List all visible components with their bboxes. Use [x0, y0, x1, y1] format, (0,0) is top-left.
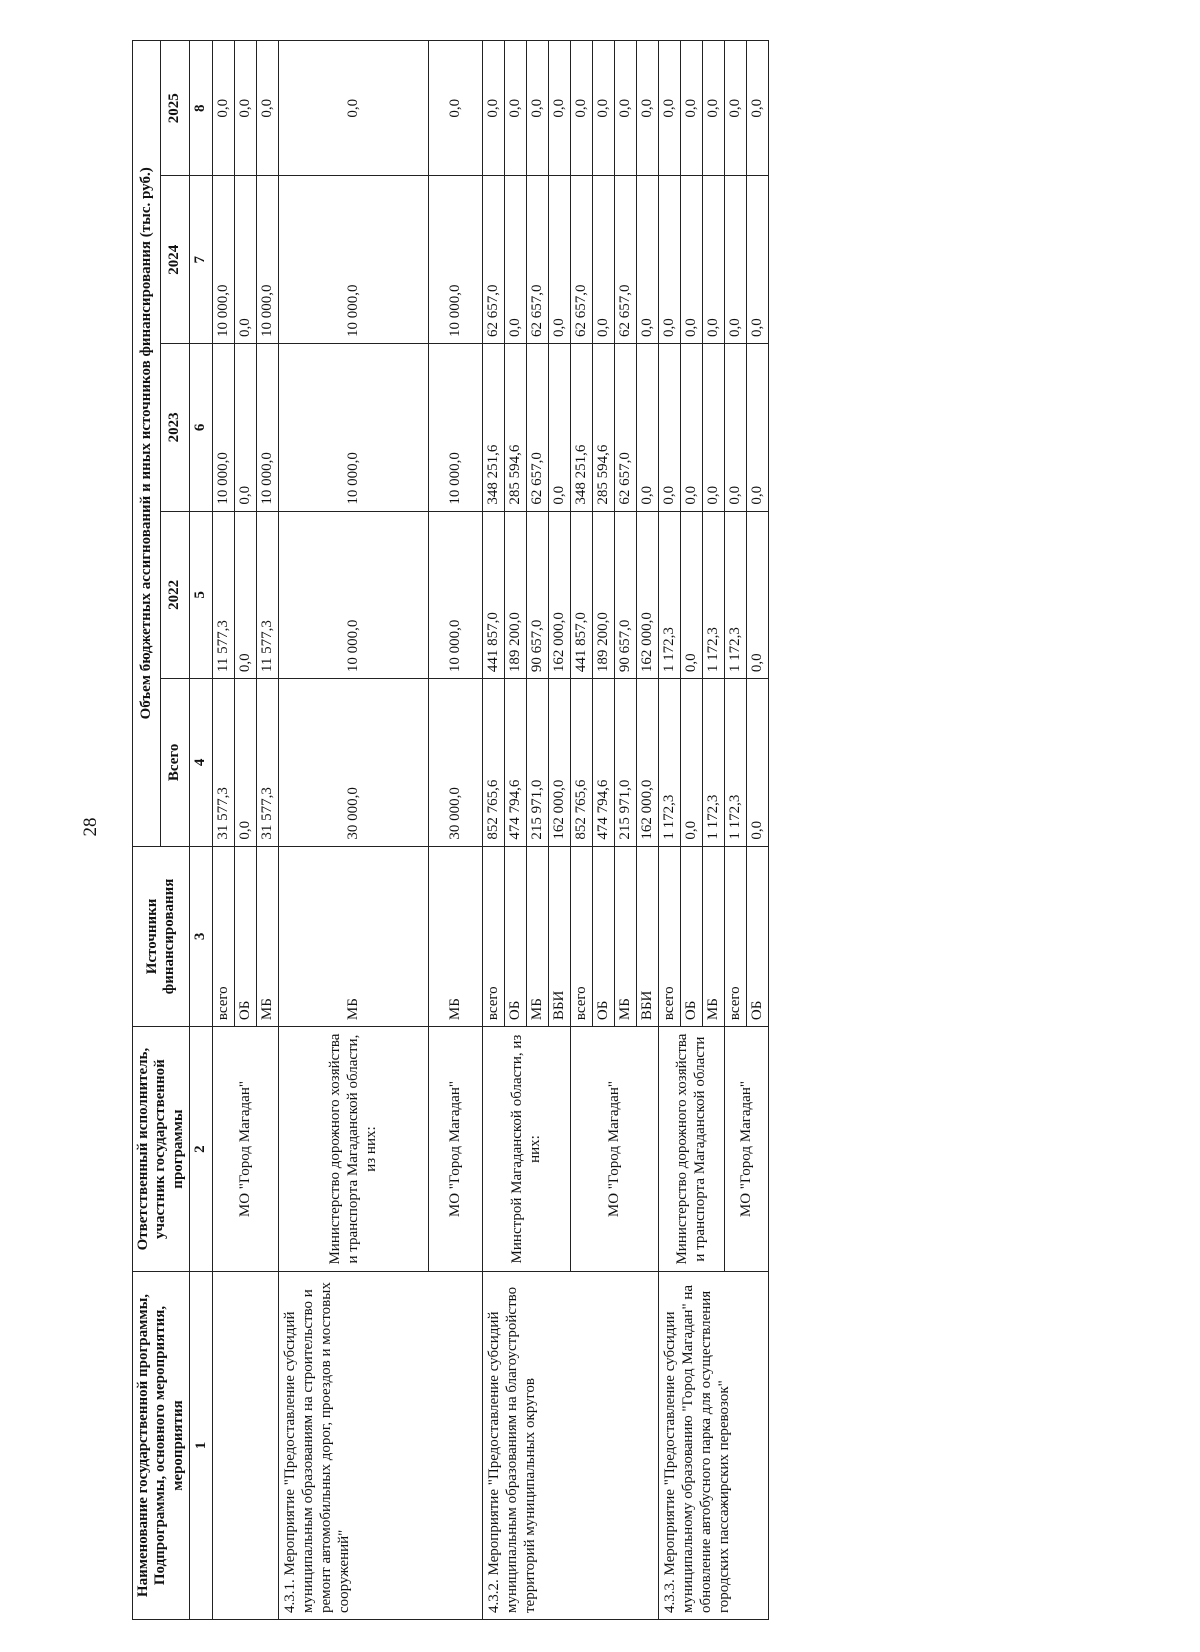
executor-cell: Министерство дорожного хозяйства и транспорта Магаданской области: [658, 1027, 724, 1272]
value-cell: 348 251,6: [482, 344, 504, 512]
table-row: [658, 41, 680, 1620]
value-cell: 0,0: [680, 344, 702, 512]
value-cell: 0,0: [614, 41, 636, 176]
value-cell: 0,0: [278, 41, 428, 176]
value-cell: 162 000,0: [548, 679, 570, 847]
source-cell: ОБ: [234, 846, 256, 1026]
value-cell: 10 000,0: [278, 344, 428, 512]
value-cell: 0,0: [212, 41, 234, 176]
source-cell: ОБ: [680, 846, 702, 1026]
value-cell: 0,0: [724, 344, 746, 512]
value-cell: 0,0: [570, 41, 592, 176]
value-cell: 62 657,0: [614, 176, 636, 344]
col-index: 8: [189, 41, 212, 176]
value-cell: 162 000,0: [636, 679, 658, 847]
header-year: 2022: [161, 511, 189, 679]
value-cell: 0,0: [746, 41, 768, 176]
col-index: 2: [189, 1027, 212, 1272]
value-cell: 30 000,0: [428, 679, 482, 847]
value-cell: 90 657,0: [614, 511, 636, 679]
col-index: 5: [189, 511, 212, 679]
value-cell: 0,0: [680, 679, 702, 847]
value-cell: 215 971,0: [526, 679, 548, 847]
value-cell: 10 000,0: [278, 176, 428, 344]
source-cell: МБ: [278, 846, 428, 1026]
executor-cell: МО "Город Магадан": [570, 1027, 658, 1272]
value-cell: 852 765,6: [570, 679, 592, 847]
header-year: 2024: [161, 176, 189, 344]
value-cell: 0,0: [504, 176, 526, 344]
value-cell: 0,0: [702, 344, 724, 512]
value-cell: 162 000,0: [636, 511, 658, 679]
value-cell: 0,0: [658, 41, 680, 176]
col-index: 4: [189, 679, 212, 847]
table-row: [278, 41, 428, 1620]
value-cell: 10 000,0: [428, 511, 482, 679]
source-cell: МБ: [702, 846, 724, 1026]
value-cell: 0,0: [680, 176, 702, 344]
value-cell: 62 657,0: [570, 176, 592, 344]
value-cell: 0,0: [592, 41, 614, 176]
value-cell: 10 000,0: [428, 344, 482, 512]
activity-name: 4.3.1. Мероприятие "Предоставление субсидий муниципальным образованиям на строительство и ремонт автомобильных дорог, проездов и мостовых сооружений": [278, 1272, 482, 1620]
source-cell: всего: [212, 846, 234, 1026]
header-executor: Ответственный исполнитель, участник государственной программы: [133, 1027, 190, 1272]
value-cell: 62 657,0: [614, 344, 636, 512]
value-cell: 0,0: [680, 41, 702, 176]
executor-cell: МО "Город Магадан": [428, 1027, 482, 1272]
header-year: 2023: [161, 344, 189, 512]
value-cell: 11 577,3: [256, 511, 278, 679]
source-cell: ОБ: [746, 846, 768, 1026]
page-number: 28: [80, 817, 101, 837]
header-name: Наименование государственной программы, Подпрограммы, основного мероприятия, мероприятия: [133, 1272, 190, 1620]
value-cell: 189 200,0: [504, 511, 526, 679]
source-cell: всего: [482, 846, 504, 1026]
value-cell: 90 657,0: [526, 511, 548, 679]
value-cell: 0,0: [746, 679, 768, 847]
value-cell: 0,0: [234, 344, 256, 512]
value-cell: 189 200,0: [592, 511, 614, 679]
header-year: 2025: [161, 41, 189, 176]
value-cell: 0,0: [636, 41, 658, 176]
value-cell: 0,0: [548, 176, 570, 344]
column-index-row: [189, 41, 212, 1620]
value-cell: 0,0: [234, 41, 256, 176]
value-cell: 1 172,3: [702, 679, 724, 847]
value-cell: 10 000,0: [428, 176, 482, 344]
source-cell: ВБИ: [636, 846, 658, 1026]
value-cell: 62 657,0: [482, 176, 504, 344]
value-cell: 0,0: [746, 344, 768, 512]
value-cell: 0,0: [702, 41, 724, 176]
value-cell: 1 172,3: [724, 679, 746, 847]
value-cell: 0,0: [702, 176, 724, 344]
value-cell: 441 857,0: [570, 511, 592, 679]
value-cell: 0,0: [658, 176, 680, 344]
source-cell: МБ: [428, 846, 482, 1026]
value-cell: 0,0: [504, 41, 526, 176]
header-source: Источники финансирования: [133, 846, 190, 1026]
value-cell: 11 577,3: [212, 511, 234, 679]
col-index: 7: [189, 176, 212, 344]
value-cell: 1 172,3: [702, 511, 724, 679]
source-cell: всего: [658, 846, 680, 1026]
value-cell: 31 577,3: [256, 679, 278, 847]
col-index: 6: [189, 344, 212, 512]
value-cell: 10 000,0: [212, 344, 234, 512]
rotated-table-wrapper: [132, 93, 1132, 1620]
value-cell: 0,0: [746, 176, 768, 344]
value-cell: 348 251,6: [570, 344, 592, 512]
value-cell: 285 594,6: [592, 344, 614, 512]
source-cell: МБ: [526, 846, 548, 1026]
value-cell: 0,0: [234, 176, 256, 344]
source-cell: ВБИ: [548, 846, 570, 1026]
value-cell: 0,0: [526, 41, 548, 176]
value-cell: 0,0: [680, 511, 702, 679]
value-cell: 62 657,0: [526, 344, 548, 512]
executor-cell: Министерство дорожного хозяйства и транспорта Магаданской области, из них:: [278, 1027, 428, 1272]
activity-name: 4.3.2. Мероприятие "Предоставление субсидий муниципальным образованиям на благоустройство территорий муниципальных округов: [482, 1272, 658, 1620]
value-cell: 162 000,0: [548, 511, 570, 679]
source-cell: МБ: [256, 846, 278, 1026]
value-cell: 0,0: [428, 41, 482, 176]
value-cell: 10 000,0: [256, 344, 278, 512]
value-cell: 474 794,6: [592, 679, 614, 847]
value-cell: 31 577,3: [212, 679, 234, 847]
source-cell: МБ: [614, 846, 636, 1026]
executor-cell: МО "Город Магадан": [724, 1027, 768, 1272]
executor-cell: МО "Город Магадан": [212, 1027, 278, 1272]
source-cell: ОБ: [504, 846, 526, 1026]
activity-name: [212, 1272, 278, 1620]
value-cell: 0,0: [548, 344, 570, 512]
value-cell: 0,0: [256, 41, 278, 176]
value-cell: 0,0: [746, 511, 768, 679]
value-cell: 1 172,3: [658, 511, 680, 679]
activity-name: 4.3.3. Мероприятие "Предоставление субсидии муниципальному образованию "Город Магадан" на обновление автобусного парка для осуществления городских пассажирских перевозок": [658, 1272, 768, 1620]
value-cell: 0,0: [636, 176, 658, 344]
value-cell: 1 172,3: [658, 679, 680, 847]
table-row: [212, 41, 234, 1620]
value-cell: 1 172,3: [724, 511, 746, 679]
value-cell: 0,0: [658, 344, 680, 512]
value-cell: 215 971,0: [614, 679, 636, 847]
value-cell: 0,0: [234, 679, 256, 847]
header-financing-group: Объем бюджетных ассигнований и иных источников финансирования (тыс. руб.): [133, 41, 161, 847]
value-cell: 0,0: [724, 176, 746, 344]
value-cell: 0,0: [636, 344, 658, 512]
value-cell: 0,0: [234, 511, 256, 679]
value-cell: 10 000,0: [278, 511, 428, 679]
value-cell: 0,0: [482, 41, 504, 176]
table-row: [482, 41, 504, 1620]
value-cell: 285 594,6: [504, 344, 526, 512]
col-index: 3: [189, 846, 212, 1026]
value-cell: 62 657,0: [526, 176, 548, 344]
source-cell: всего: [724, 846, 746, 1026]
value-cell: 474 794,6: [504, 679, 526, 847]
executor-cell: Минстрой Магаданской области, из них:: [482, 1027, 570, 1272]
col-index: 1: [189, 1272, 212, 1620]
value-cell: 10 000,0: [212, 176, 234, 344]
value-cell: 852 765,6: [482, 679, 504, 847]
value-cell: 441 857,0: [482, 511, 504, 679]
source-cell: всего: [570, 846, 592, 1026]
value-cell: 10 000,0: [256, 176, 278, 344]
value-cell: 0,0: [724, 41, 746, 176]
value-cell: 30 000,0: [278, 679, 428, 847]
value-cell: 0,0: [592, 176, 614, 344]
value-cell: 0,0: [548, 41, 570, 176]
header-year: Всего: [161, 679, 189, 847]
financing-table: [132, 40, 769, 1620]
source-cell: ОБ: [592, 846, 614, 1026]
